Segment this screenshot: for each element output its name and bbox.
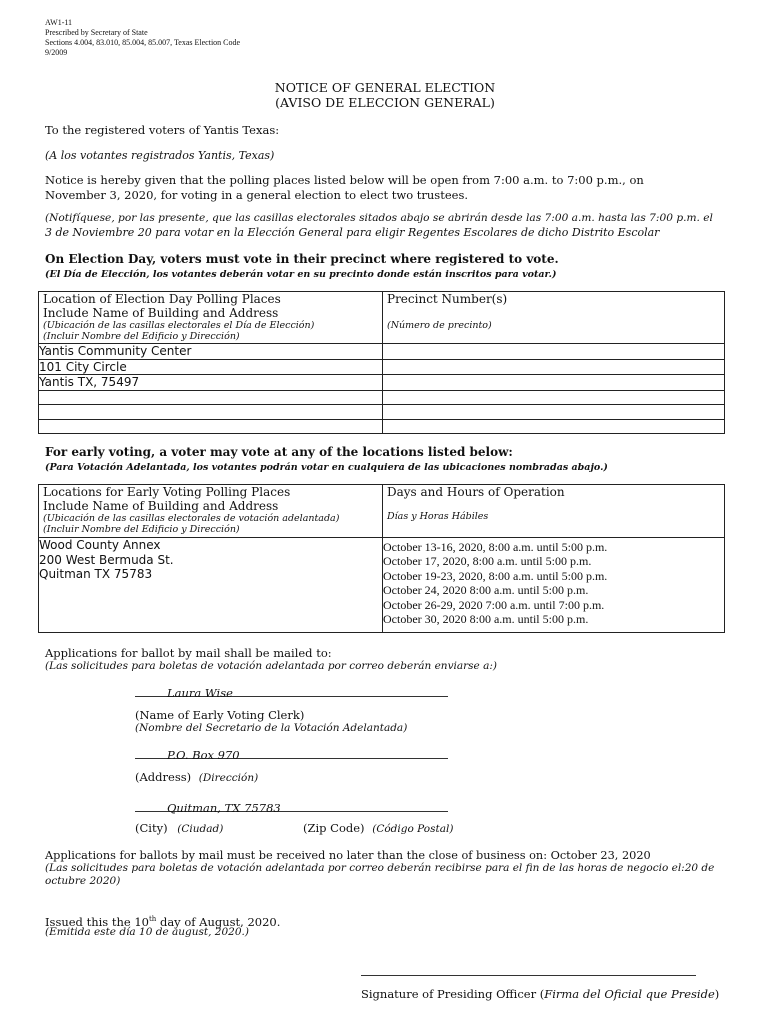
mail-deadline: Applications for ballots by mail must be received no later than the close of business on: October 23, 2020 — [45, 849, 651, 862]
early-hours-cell — [383, 538, 725, 633]
mail-intro-es: (Las solicitudes para boletas de votación adelantada por correo deberán enviarse a:) — [45, 660, 497, 672]
page-title-es: (AVISO DE ELECCION GENERAL) — [275, 95, 495, 110]
list-item: October 17, 2020, 8:00 a.m. until 5:00 p.m. — [383, 554, 592, 569]
table-row: Yantis Community Center — [39, 344, 383, 360]
page-title: NOTICE OF GENERAL ELECTION — [274, 80, 496, 95]
list-item: October 30, 2020 8:00 a.m. until 5:00 p.m. — [383, 612, 589, 627]
signature-line — [361, 975, 696, 976]
mail-intro: Applications for ballot by mail shall be mailed to: — [45, 646, 332, 660]
notice-text-es-1: (Notifíquese, por las presente, que las casillas electorales sitados abajo se abrirán desde las 7:00 a.m. hasta las 7:00 p.m. el — [45, 212, 713, 224]
early-location-header: Locations for Early Voting Polling Places Include Name of Building and Address (Ubicación de las casillas electorales de votación adelantada) (Incluir Nombre del Edificio y Dirección) — [39, 485, 383, 538]
notice-text: Notice is hereby given that the polling places listed below will be open from 7:00 a.m. to 7:00 p.m., on November 3, 2020, for voting in a general election to elect two trustees. — [45, 173, 644, 202]
election-day-table — [38, 291, 725, 434]
table-row: Yantis TX, 75497 — [39, 375, 383, 391]
clerk-label: (Name of Early Voting Clerk) — [135, 708, 305, 722]
zip-label: (Zip Code) (Código Postal) — [303, 821, 454, 835]
form-date: 9/2009 — [45, 48, 68, 57]
election-day-location-header: Location of Election Day Polling Places Include Name of Building and Address (Ubicación de las casillas electorales el Día de Elección) (Incluir Nombre del Edificio y Dirección) — [39, 292, 383, 344]
prescribed-by: Prescribed by Secretary of State — [45, 28, 148, 37]
list-item: Quitman TX 75783 — [39, 567, 153, 581]
election-day-heading: On Election Day, voters must vote in their precinct where registered to vote. — [45, 252, 559, 266]
issued-date: Issued this the 10th day of August, 2020. — [45, 914, 281, 929]
precinct-header: Precinct Number(s) (Número de precinto) — [383, 292, 725, 344]
days-hours-header: Days and Hours of Operation Días y Horas Hábiles — [383, 485, 725, 538]
list-item: October 19-23, 2020, 8:00 a.m. until 5:00 p.m. — [383, 568, 608, 583]
list-item: October 24, 2020 8:00 a.m. until 5:00 p.m. — [383, 583, 589, 598]
table-row — [39, 419, 383, 434]
early-voting-heading: For early voting, a voter may vote at any of the locations listed below: — [45, 445, 513, 459]
to-voters-es: (A los votantes registrados Yantis, Texas) — [45, 149, 275, 162]
table-row — [39, 405, 383, 420]
issued-date-es: (Emitida este día 10 de august, 2020.) — [45, 926, 249, 938]
address-label: (Address) (Dirección) — [135, 770, 259, 784]
to-voters: To the registered voters of Yantis Texas: — [45, 123, 280, 137]
clerk-name-field: Laura Wise — [135, 682, 448, 697]
mail-deadline-es: (Las solicitudes para boletas de votación adelantada por correo deberán recibirse para el fin de las horas de negocio el:20 de octubre 2020) — [45, 862, 715, 887]
early-voting-table — [38, 484, 725, 633]
list-item: October 13-16, 2020, 8:00 a.m. until 5:00 p.m. — [383, 540, 608, 554]
city-label: (City) (Ciudad) — [135, 821, 224, 835]
form-id: AW1-11 — [45, 18, 73, 27]
table-row — [39, 390, 383, 405]
early-voting-heading-es: (Para Votación Adelantada, los votantes podrán votar en cualquiera de las ubicaciones nombradas abajo.) — [45, 462, 608, 473]
address-field: P.O. Box 970 — [135, 744, 448, 759]
code-sections: Sections 4.004, 83.010, 85.004, 85.007, Texas Election Code — [45, 38, 241, 47]
table-row: 101 City Circle — [39, 359, 383, 375]
list-item: 200 West Bermuda St. — [39, 552, 174, 567]
clerk-label-es: (Nombre del Secretario de la Votación Adelantada) — [135, 722, 408, 734]
notice-text-es-2: 3 de Noviembre 20 para votar en la Elección General para eligir Regentes Escolares de dicho Distrito Escolar — [45, 226, 660, 239]
list-item: October 26-29, 2020 7:00 a.m. until 7:00 p.m. — [383, 597, 605, 612]
signature-label: Signature of Presiding Officer (Firma del Oficial que Preside) — [361, 987, 720, 1001]
early-location-cell — [39, 538, 383, 633]
city-field: Quitman, TX 75783 — [135, 797, 448, 812]
election-day-heading-es: (El Día de Elección, los votantes deberán votar en su precinto donde están inscritos para votar.) — [45, 269, 557, 280]
list-item: Wood County Annex — [39, 538, 161, 552]
